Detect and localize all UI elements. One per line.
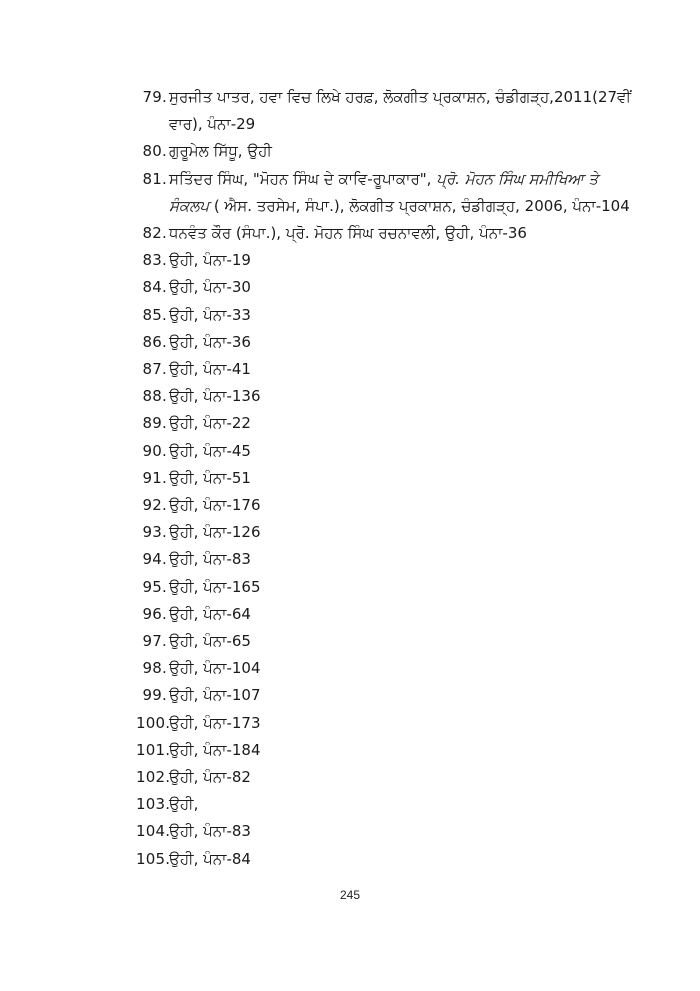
note-number: 82. [142, 224, 167, 243]
note-number: 102. [136, 768, 171, 787]
endnote-86 [136, 329, 656, 356]
note-text: ਉਹੀ, ਪੰਨਾ-65 [169, 632, 251, 651]
book-title-italic: ਪ੍ਰੋ. ਮੋਹਨ ਸਿੰਘ ਸਮੀਖਿਆ ਤੇ [436, 169, 599, 188]
note-text: ਉਹੀ, ਪੰਨਾ-84 [169, 849, 251, 868]
note-number: 101. [136, 740, 171, 759]
note-number: 95. [142, 577, 167, 596]
endnotes-list [136, 84, 656, 873]
note-number: 100. [136, 713, 171, 732]
note-text: ਉਹੀ, ਪੰਨਾ-82 [169, 768, 251, 787]
note-number: 87. [142, 360, 167, 379]
endnote-87 [136, 356, 656, 383]
note-text: ਉਹੀ, ਪੰਨਾ-126 [169, 523, 261, 542]
note-number: 92. [142, 496, 167, 515]
endnote-101 [136, 737, 656, 764]
note-text: ਉਹੀ, ਪੰਨਾ-136 [169, 387, 261, 406]
note-number: 94. [142, 550, 167, 569]
endnote-92 [136, 492, 656, 519]
note-number: 105. [136, 849, 171, 868]
endnote-90 [136, 438, 656, 465]
note-text: ਧਨਵੰਤ ਕੌਰ (ਸੰਪਾ.), ਪ੍ਰੋ. ਮੋਹਨ ਸਿੰਘ ਰਚਨਾਵਲੀ, ਉਹੀ, ਪੰਨਾ-36 [169, 224, 527, 243]
note-text: ਉਹੀ, ਪੰਨਾ-45 [169, 441, 251, 460]
note-text: ਉਹੀ, ਪੰਨਾ-165 [169, 577, 261, 596]
endnote-80 [136, 138, 656, 165]
book-title-italic-continued: ਸੰਕਲਪ [169, 196, 210, 215]
note-number: 93. [142, 523, 167, 542]
note-number: 86. [142, 332, 167, 351]
note-text: ਉਹੀ, [169, 795, 199, 814]
note-text-plain-continued: ( ਐਸ. ਤਰਸੇਮ, ਸੰਪਾ.), ਲੋਕਗੀਤ ਪ੍ਰਕਾਸ਼ਨ, ਚੰਡੀਗੜ੍ਹ, 2006, ਪੰਨਾ-104 [209, 196, 630, 215]
endnote-94 [136, 546, 656, 573]
endnote-105 [136, 846, 656, 873]
note-text-continued [169, 193, 656, 220]
endnote-79 [136, 84, 656, 138]
note-number: 85. [142, 305, 167, 324]
endnote-89 [136, 410, 656, 437]
endnote-83 [136, 247, 656, 274]
note-text: ਉਹੀ, ਪੰਨਾ-64 [169, 604, 251, 623]
note-text: ਉਹੀ, ਪੰਨਾ-30 [169, 278, 251, 297]
endnote-95 [136, 574, 656, 601]
note-number: 80. [142, 142, 167, 161]
endnote-91 [136, 465, 656, 492]
endnote-100 [136, 710, 656, 737]
note-text: ਉਹੀ, ਪੰਨਾ-83 [169, 550, 251, 569]
endnote-82 [136, 220, 656, 247]
endnote-84 [136, 274, 656, 301]
note-text: ਉਹੀ, ਪੰਨਾ-22 [169, 414, 251, 433]
note-text [169, 166, 656, 193]
note-number: 84. [142, 278, 167, 297]
endnote-81 [136, 166, 656, 220]
note-text-plain: ਸਤਿੰਦਰ ਸਿੰਘ, "ਮੋਹਨ ਸਿੰਘ ਦੇ ਕਾਵਿ-ਰੂਪਾਕਾਰ", [169, 169, 437, 188]
note-text-continued: ਵਾਰ), ਪੰਨਾ-29 [169, 115, 256, 134]
note-text: ਉਹੀ, ਪੰਨਾ-51 [169, 468, 251, 487]
endnote-104 [136, 818, 656, 845]
note-text: ਉਹੀ, ਪੰਨਾ-184 [169, 740, 261, 759]
endnote-93 [136, 519, 656, 546]
endnote-85 [136, 302, 656, 329]
endnote-98 [136, 655, 656, 682]
endnote-96 [136, 601, 656, 628]
note-number: 90. [142, 441, 167, 460]
endnote-99 [136, 682, 656, 709]
endnote-88 [136, 383, 656, 410]
note-text: ਉਹੀ, ਪੰਨਾ-83 [169, 822, 251, 841]
note-text: ਉਹੀ, ਪੰਨਾ-36 [169, 332, 251, 351]
note-number: 81. [142, 169, 167, 188]
note-text: ਉਹੀ, ਪੰਨਾ-173 [169, 713, 261, 732]
note-number: 79. [142, 88, 167, 106]
note-text: ਉਹੀ, ਪੰਨਾ-19 [169, 251, 251, 270]
note-number: 96. [142, 604, 167, 623]
note-number: 103. [136, 795, 171, 814]
note-text: ਉਹੀ, ਪੰਨਾ-107 [169, 686, 261, 705]
endnote-102 [136, 764, 656, 791]
note-number: 99. [142, 686, 167, 705]
note-number: 88. [142, 387, 167, 406]
note-number: 91. [142, 468, 167, 487]
note-text: ਗੁਰੂਮੇਲ ਸਿੱਧੂ, ਉਹੀ [169, 142, 272, 161]
note-number: 98. [142, 659, 167, 678]
endnote-97 [136, 628, 656, 655]
note-text: ਉਹੀ, ਪੰਨਾ-176 [169, 496, 261, 515]
note-text: ਉਹੀ, ਪੰਨਾ-33 [169, 305, 251, 324]
note-number: 89. [142, 414, 167, 433]
note-text: ਉਹੀ, ਪੰਨਾ-104 [169, 659, 261, 678]
note-number: 104. [136, 822, 171, 841]
note-number: 97. [142, 632, 167, 651]
endnote-103 [136, 791, 656, 818]
note-text: ਸੁਰਜੀਤ ਪਾਤਰ, ਹਵਾ ਵਿਚ ਲਿਖੇ ਹਰਫ਼, ਲੋਕਗੀਤ ਪ੍ਰਕਾਸ਼ਨ, ਚੰਡੀਗੜ੍ਹ,2011(27ਵੀਂ [169, 88, 631, 106]
note-number: 83. [142, 251, 167, 270]
page-number: 245 [339, 888, 361, 902]
note-text: ਉਹੀ, ਪੰਨਾ-41 [169, 360, 251, 379]
